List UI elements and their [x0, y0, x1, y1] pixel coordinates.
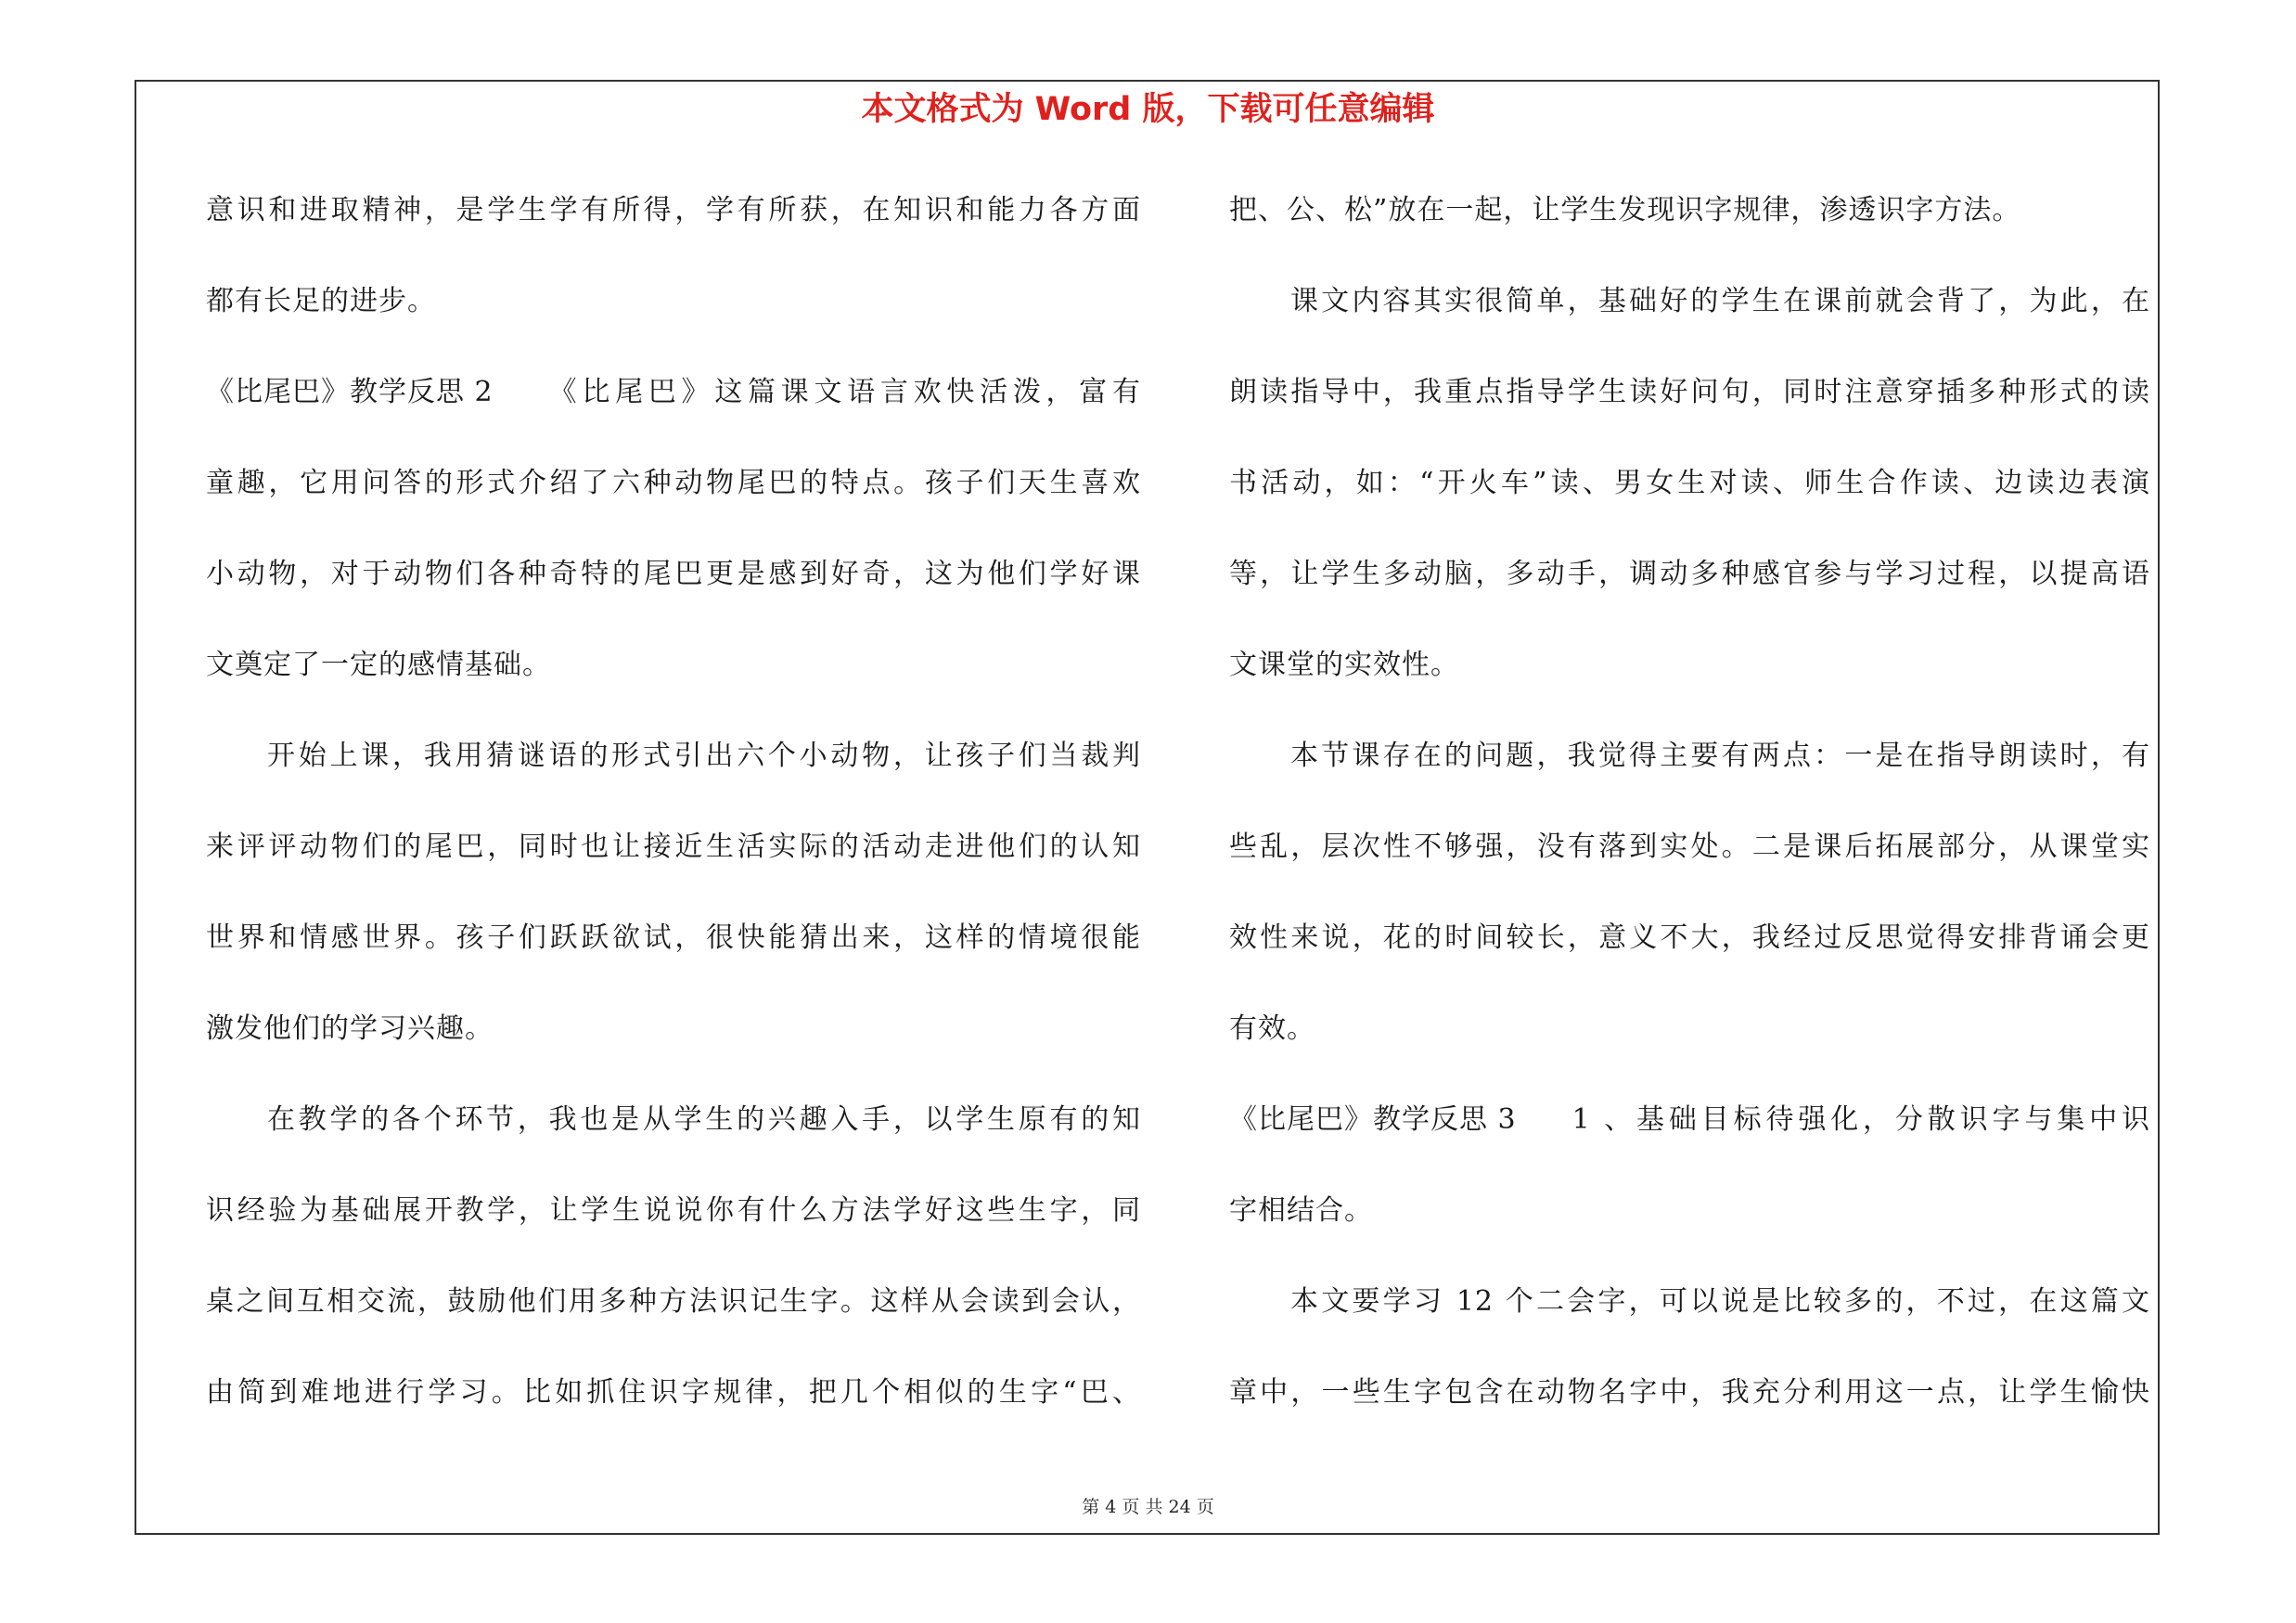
word-format-banner: 本文格式为 Word 版，下载可任意编辑	[861, 91, 1435, 128]
text-line: 《比尾巴》这篇课文语言欢快活泼，富有	[548, 376, 1141, 408]
paragraph-start-line: 开始上课，我用猜谜语的形式引出六个小动物，让孩子们当裁判	[267, 740, 1141, 772]
text-line: 1 、基础目标待强化，分散识字与集中识	[1571, 1103, 2150, 1136]
text-line: 文奠定了一定的感情基础。	[206, 649, 551, 681]
text-line: 童趣，它用问答的形式介绍了六种动物尾巴的特点。孩子们天生喜欢	[206, 467, 1141, 499]
text-line: 有效。	[1229, 1012, 1315, 1045]
section-heading-line	[1229, 1095, 2150, 1186]
left-text-column	[206, 186, 1141, 1459]
text-line: 些乱，层次性不够强，没有落到实处。二是课后拓展部分，从课堂实	[1229, 831, 2150, 863]
section-title: 《比尾巴》教学反思 2	[206, 376, 494, 408]
section-heading-line	[206, 367, 1141, 458]
paragraph-start-line: 在教学的各个环节，我也是从学生的兴趣入手，以学生原有的知	[267, 1103, 1141, 1136]
text-line: 桌之间互相交流，鼓励他们用多种方法识记生字。这样从会读到会认，	[206, 1285, 1141, 1318]
text-line: 效性来说，花的时间较长，意义不大，我经过反思觉得安排背诵会更	[1229, 921, 2150, 954]
page-number-footer: 第 4 页 共 24 页	[1082, 1497, 1214, 1517]
text-line: 把、公、松”放在一起，让学生发现识字规律，渗透识字方法。	[1229, 194, 2021, 226]
text-line: 激发他们的学习兴趣。	[206, 1012, 494, 1045]
text-line: 等，让学生多动脑，多动手，调动多种感官参与学习过程，以提高语	[1229, 558, 2150, 590]
right-text-column	[1229, 186, 2150, 1459]
text-line: 由简到难地进行学习。比如抓住识字规律，把几个相似的生字“巴、	[206, 1376, 1141, 1409]
text-line: 世界和情感世界。孩子们跃跃欲试，很快能猜出来，这样的情境很能	[206, 921, 1141, 954]
text-line: 文课堂的实效性。	[1229, 649, 1459, 681]
text-line: 识经验为基础展开教学，让学生说说你有什么方法学好这些生字，同	[206, 1194, 1141, 1227]
paragraph-start-line: 本文要学习 12 个二会字，可以说是比较多的，不过，在这篇文	[1290, 1285, 2150, 1318]
text-line: 都有长足的进步。	[206, 285, 436, 317]
text-line: 章中，一些生字包含在动物名字中，我充分利用这一点，让学生愉快	[1229, 1376, 2150, 1409]
paragraph-start-line: 本节课存在的问题，我觉得主要有两点：一是在指导朗读时，有	[1290, 740, 2150, 772]
paragraph-start-line: 课文内容其实很简单，基础好的学生在课前就会背了，为此，在	[1290, 285, 2150, 317]
text-line: 来评评动物们的尾巴，同时也让接近生活实际的活动走进他们的认知	[206, 831, 1141, 863]
text-line: 字相结合。	[1229, 1194, 1373, 1227]
text-line: 意识和进取精神，是学生学有所得，学有所获，在知识和能力各方面	[206, 194, 1141, 226]
text-line: 朗读指导中，我重点指导学生读好问句，同时注意穿插多种形式的读	[1229, 376, 2150, 408]
text-line: 小动物，对于动物们各种奇特的尾巴更是感到好奇，这为他们学好课	[206, 558, 1141, 590]
text-line: 书活动，如：“开火车”读、男女生对读、师生合作读、边读边表演	[1229, 467, 2150, 499]
section-title: 《比尾巴》教学反思 3	[1229, 1103, 1517, 1136]
